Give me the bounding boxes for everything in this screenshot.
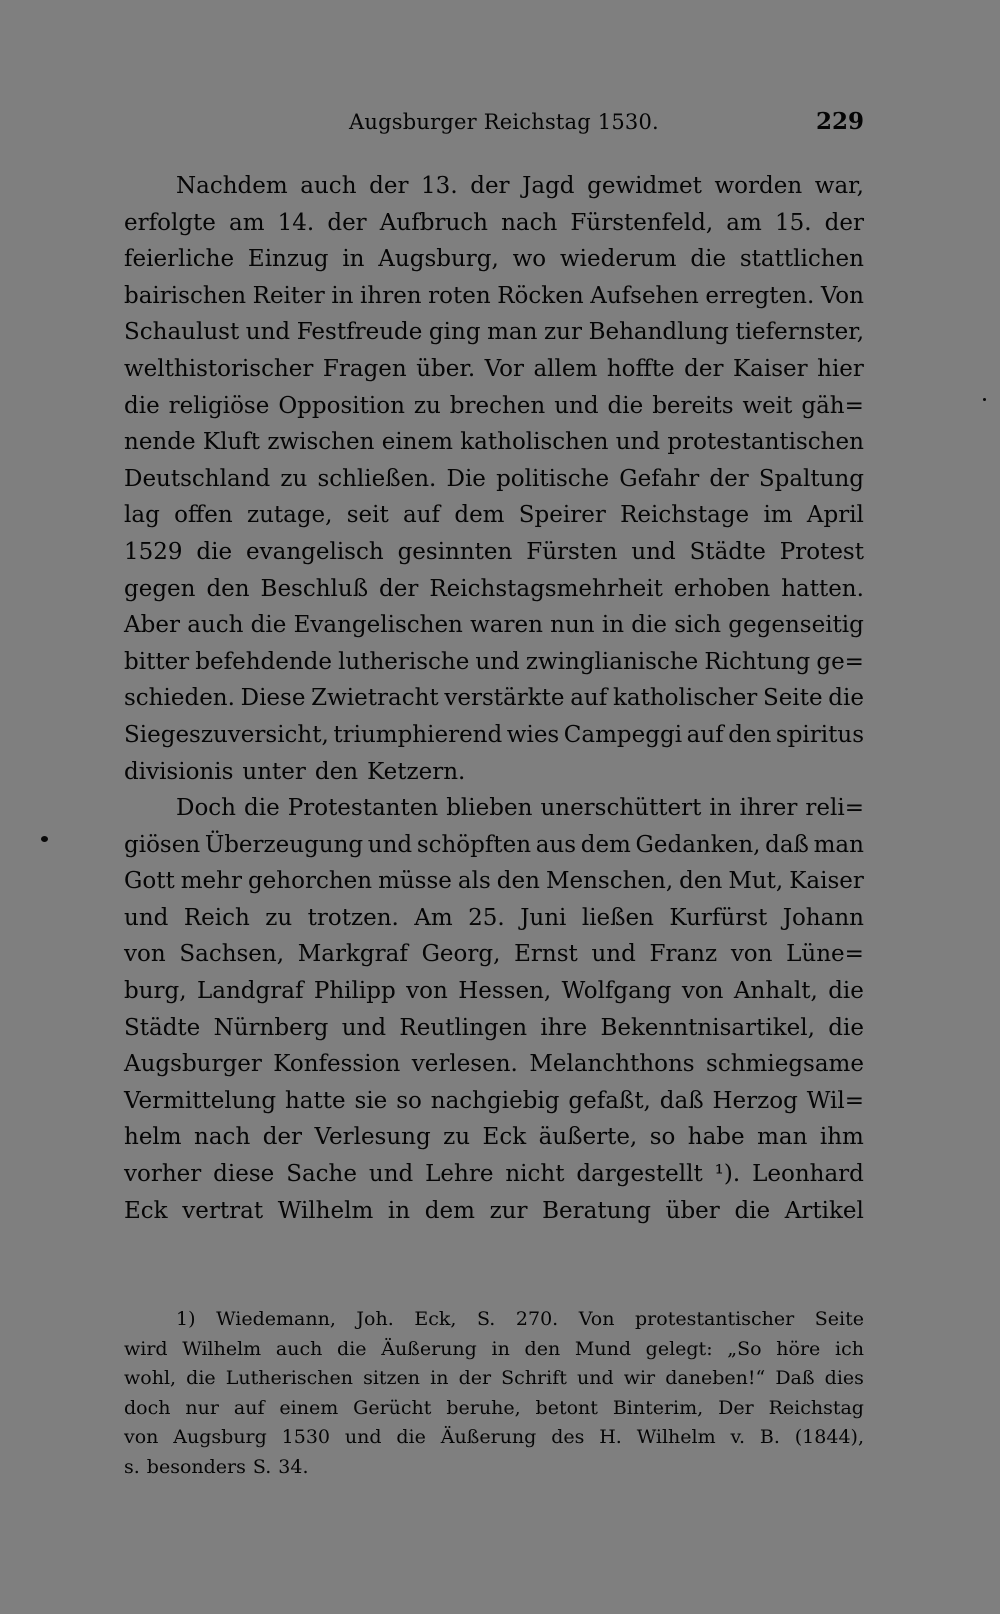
text-line: bitter befehdende lutherische und zwinglianische Richtung ge= [124, 648, 864, 675]
page-header [124, 110, 864, 150]
text-line: und Reich zu trotzen. Am 25. Juni ließen Kurfürst Johann [124, 904, 864, 931]
text-line: Städte Nürnberg und Reutlingen ihre Bekenntnisartikel, die [124, 1014, 864, 1041]
text-line: von Sachsen, Markgraf Georg, Ernst und Franz von Lüne= [124, 941, 864, 968]
dust-speck [983, 398, 986, 401]
text-line: Nachdem auch der 13. der Jagd gewidmet worden war, [176, 173, 864, 199]
text-line: bairischen Reiter in ihren roten Röcken Aufsehen erregten. Von [124, 282, 864, 309]
text-line: feierliche Einzug in Augsburg, wo wiederum die stattlichen [124, 246, 864, 273]
text-line: Doch die Protestanten blieben unerschüttert in ihrer reli= [176, 795, 864, 822]
body-text [124, 168, 864, 1229]
text-line: helm nach der Verlesung zu Eck äußerte, so habe man ihm [124, 1124, 864, 1151]
running-title: Augsburger Reichstag 1530. [349, 110, 659, 134]
text-line: giösen Überzeugung und schöpften aus dem Gedanken, daß man [124, 831, 864, 858]
text-line: erfolgte am 14. der Aufbruch nach Fürstenfeld, am 15. der [124, 209, 864, 236]
text-line: Siegeszuversicht, triumphierend wies Campeggi auf den spiritus [124, 721, 864, 748]
footnote-line: doch nur auf einem Gerücht beruhe, betont Binterim, Der Reichstag [124, 1396, 864, 1419]
text-line: gegen den Beschluß der Reichstagsmehrheit erhoben hatten. [124, 575, 864, 602]
text-line: vorher diese Sache und Lehre nicht dargestellt ¹). Leonhard [124, 1161, 864, 1188]
text-line: schieden. Diese Zwietracht verstärkte auf katholischer Seite die [124, 685, 864, 712]
text-line: lag offen zutage, seit auf dem Speirer Reichstage im April [124, 502, 864, 529]
footnote-line: s. besonders S. 34. [124, 1455, 309, 1478]
text-line: nende Kluft zwischen einem katholischen und protestantischen [124, 429, 864, 456]
text-line: divisionis unter den Ketzern. [124, 758, 466, 785]
footnotes [124, 1305, 864, 1483]
dust-speck [41, 836, 48, 842]
text-line: Gott mehr gehorchen müsse als den Menschen, den Mut, Kaiser [124, 868, 864, 895]
text-line: die religiöse Opposition zu brechen und die bereits weit gäh= [124, 392, 864, 419]
text-line: Schaulust und Festfreude ging man zur Behandlung tiefernster, [124, 319, 864, 346]
footnote-line: von Augsburg 1530 und die Äußerung des H. Wilhelm v. B. (1844), [124, 1426, 864, 1449]
page-number: 229 [815, 108, 864, 135]
footnote-line: wird Wilhelm auch die Äußerung in den Mund gelegt: „So höre ich [124, 1337, 864, 1360]
text-line: burg, Landgraf Philipp von Hessen, Wolfgang von Anhalt, die [124, 978, 864, 1005]
text-line: Deutschland zu schließen. Die politische Gefahr der Spaltung [124, 465, 864, 492]
footnote-line: wohl, die Lutherischen sitzen in der Schrift und wir daneben!“ Daß dies [124, 1367, 864, 1390]
text-line: Eck vertrat Wilhelm in dem zur Beratung über die Artikel [124, 1197, 864, 1224]
text-line: welthistorischer Fragen über. Vor allem hoffte der Kaiser hier [124, 355, 864, 382]
footnote-line: 1) Wiedemann, Joh. Eck, S. 270. Von protestantischer Seite [176, 1308, 864, 1330]
text-line: Augsburger Konfession verlesen. Melanchthons schmiegsame [124, 1051, 864, 1078]
text-line: Vermittelung hatte sie so nachgiebig gefaßt, daß Herzog Wil= [124, 1087, 864, 1114]
text-line: 1529 die evangelisch gesinnten Fürsten und Städte Protest [124, 538, 864, 565]
text-line: Aber auch die Evangelischen waren nun in die sich gegenseitig [124, 612, 864, 639]
